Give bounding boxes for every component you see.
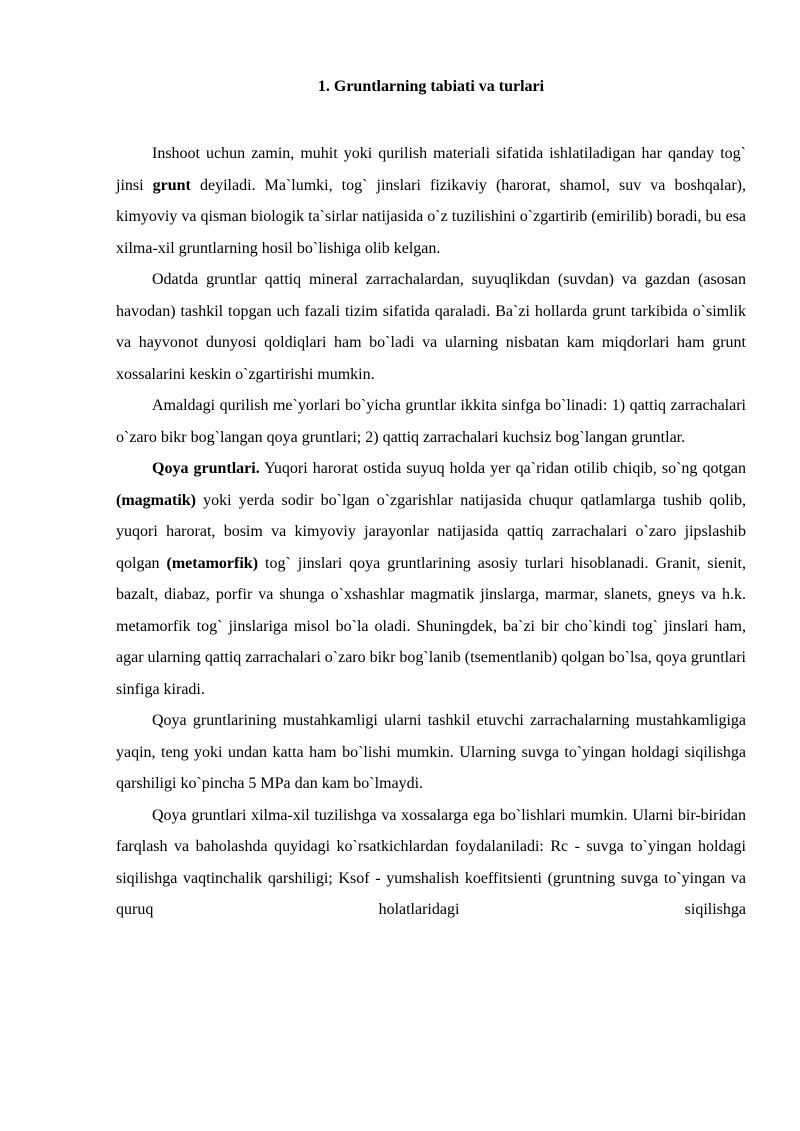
section-title: 1. Gruntlarning tabiati va turlari [317, 78, 545, 95]
term-metamorfik: (metamorfik) [166, 554, 259, 572]
p4-text-d: yoki yerda sodir bo`lgan o`zgarishlar natijasida chuqur qatlamlarga tushib qolib, yuqori harorat, bosim va kimyoviy jarayonlar natijasida qattiq zarrachalari o`zaro jipslashib qolgan [116, 491, 746, 572]
p4-text-b: Yuqori harorat ostida suyuq holda yer qa`ridan otilib chiqib, so`ng qotgan [259, 460, 746, 477]
term-grunt: grunt [152, 176, 191, 194]
p1-text-a: Inshoot uchun zamin, muhit yoki qurilish materiali sifatida ishlatiladigan har qanday tog` jinsi [116, 145, 746, 194]
paragraph-three-phase-system: Odatda gruntlar qattiq mineral zarrachalardan, suyuqlikdan (suvdan) va gazdan (asosan havodan) tashkil topgan uch fazali tizim sifatida qaraladi. Ba`zi hollarda grunt tarkibida o`simlik va hayvonot dunyosi qoldiqlari ham bo`ladi va ularning nisbatan kam miqdorlari ham grunt xossalarini keskin o`zgartirishi mumkin. [116, 271, 746, 383]
term-magmatik: (magmatik) [116, 491, 196, 509]
term-qoya-gruntlari: Qoya gruntlari. [152, 460, 260, 477]
paragraph-rock-soils [116, 453, 746, 705]
paragraph-soil-classes: Amaldagi qurilish me`yorlari bo`yicha gruntlar ikkita sinfga bo`linadi: 1) qattiq zarrachalari o`zaro bikr bog`langan qoya gruntlari; 2) qattiq zarrachalari kuchsiz bog`langan gruntlar. [116, 397, 746, 446]
paragraph-rock-properties: Qoya gruntlari xilma-xil tuzilishga va xossalarga ega bo`lishlari mumkin. Ularni bir-biridan farqlash va baholashda quyidagi ko`rsatkichlardan foydalaniladi: Rc - suvga to`yingan holdagi siqilishga vaqtinchalik qarshiligi; Ksof - yumshalish koeffitsienti (gruntning suvga to`yingan va quruq holatlaridagi siqilishga [116, 806, 746, 918]
p1-text-c: deyiladi. Ma`lumki, tog` jinslari fizikaviy (harorat, shamol, suv va boshqalar), kimyoviy va qisman biologik ta`sirlar natijasida o`z tuzilishini o`zgartirib (emirilib) boradi, bu esa xilma-xil gruntlarning hosil bo`lishiga olib kelgan. [116, 176, 747, 257]
paragraph-rock-strength: Qoya gruntlarining mustahkamligi ularni tashkil etuvchi zarrachalarning mustahkamligiga yaqin, teng yoki undan katta ham bo`lishi mumkin. Ularning suvga to`yingan holdagi siqilishga qarshiligi ko`pincha 5 MPa dan kam bo`lmaydi. [116, 712, 746, 792]
p4-text-f: tog` jinslari qoya gruntlarining asosiy turlari hisoblanadi. Granit, sienit, bazalt, diabaz, porfir va shunga o`xshashlar magmatik jinslarga, marmar, slanets, gneys va h.k. metamorfik tog` jinslariga misol bo`la oladi. Shuningdek, ba`zi bir cho`kindi tog` jinslari ham, agar ularning qattiq zarrachalari o`zaro bikr bog`lanib (tsementlanib) qolgan bo`lsa, qoya gruntlari sinfiga kiradi. [116, 554, 746, 698]
paragraph-grunt-definition [116, 138, 746, 264]
